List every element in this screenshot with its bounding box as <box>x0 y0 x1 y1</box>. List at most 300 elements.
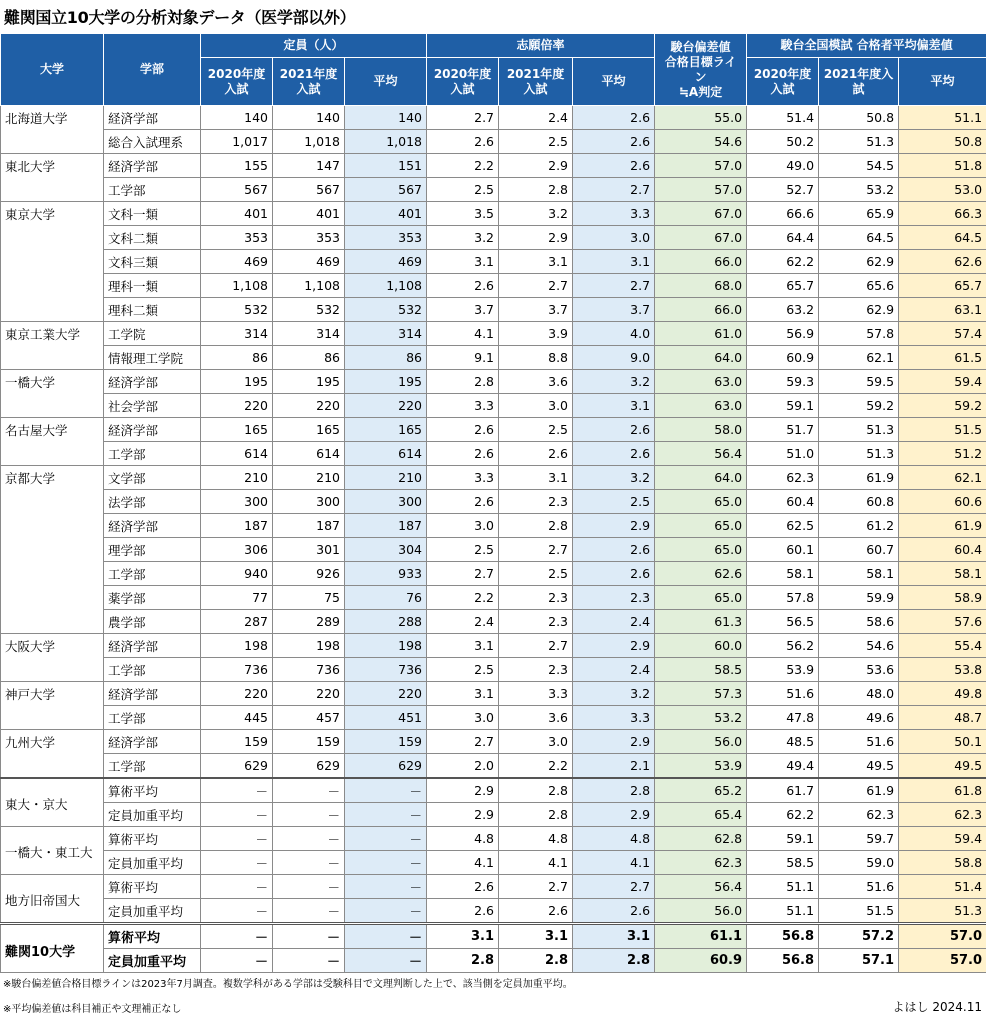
table-row <box>1 924 986 949</box>
dev-2020-cell: 58.5 <box>747 851 819 875</box>
sundai-target-cell: 57.0 <box>655 178 747 202</box>
dev-avg-cell: 59.4 <box>899 827 986 851</box>
header-sundai-line-3: ≒A判定 <box>678 84 723 99</box>
cap-avg-cell: 401 <box>345 202 427 226</box>
ratio-2021-cell: 2.7 <box>499 274 573 298</box>
ratio-avg-cell: 3.1 <box>573 924 655 949</box>
cap-2020-cell: 77 <box>201 586 273 610</box>
cap-2021-cell: － <box>273 949 345 973</box>
cap-2021-cell: － <box>273 875 345 899</box>
cap-2021-cell: 469 <box>273 250 345 274</box>
ratio-avg-cell: 2.6 <box>573 562 655 586</box>
ratio-2020-cell: 2.6 <box>427 442 499 466</box>
cap-avg-cell: － <box>345 875 427 899</box>
table-row <box>1 490 986 514</box>
cap-avg-cell: 451 <box>345 706 427 730</box>
university-name: 九州大学 <box>1 730 104 779</box>
table-row <box>1 226 986 250</box>
ratio-2020-cell: 2.6 <box>427 899 499 924</box>
dev-2021-cell: 51.3 <box>819 418 899 442</box>
faculty-name: 算術平均 <box>104 827 201 851</box>
sundai-target-cell: 56.0 <box>655 899 747 924</box>
table-row <box>1 706 986 730</box>
cap-avg-cell: 353 <box>345 226 427 250</box>
faculty-name: 経済学部 <box>104 634 201 658</box>
faculty-name: 農学部 <box>104 610 201 634</box>
cap-2020-cell: 629 <box>201 754 273 779</box>
ratio-2020-cell: 3.1 <box>427 924 499 949</box>
ratio-avg-cell: 9.0 <box>573 346 655 370</box>
sundai-target-cell: 57.0 <box>655 154 747 178</box>
header-passer-deviation: 駿台全国模試 合格者平均偏差値 <box>747 34 986 58</box>
dev-avg-cell: 62.6 <box>899 250 986 274</box>
dev-avg-cell: 66.3 <box>899 202 986 226</box>
ratio-2021-cell: 2.5 <box>499 418 573 442</box>
sundai-target-cell: 63.0 <box>655 370 747 394</box>
dev-2021-cell: 65.9 <box>819 202 899 226</box>
dev-avg-cell: 60.4 <box>899 538 986 562</box>
sundai-target-cell: 66.0 <box>655 298 747 322</box>
sundai-target-cell: 57.3 <box>655 682 747 706</box>
dev-2020-cell: 51.1 <box>747 875 819 899</box>
header-cap-avg: 平均 <box>345 58 427 106</box>
table-body <box>1 106 986 973</box>
cap-2020-cell: 220 <box>201 682 273 706</box>
dev-2020-cell: 52.7 <box>747 178 819 202</box>
faculty-name: 経済学部 <box>104 418 201 442</box>
ratio-avg-cell: 3.2 <box>573 682 655 706</box>
table-row <box>1 610 986 634</box>
cap-2020-cell: 86 <box>201 346 273 370</box>
dev-2020-cell: 48.5 <box>747 730 819 754</box>
dev-avg-cell: 50.8 <box>899 130 986 154</box>
table-row <box>1 130 986 154</box>
ratio-2020-cell: 3.0 <box>427 514 499 538</box>
dev-avg-cell: 63.1 <box>899 298 986 322</box>
ratio-avg-cell: 3.2 <box>573 370 655 394</box>
dev-2021-cell: 49.5 <box>819 754 899 779</box>
ratio-2021-cell: 2.6 <box>499 899 573 924</box>
ratio-avg-cell: 2.5 <box>573 490 655 514</box>
cap-avg-cell: 165 <box>345 418 427 442</box>
ratio-2020-cell: 2.0 <box>427 754 499 779</box>
ratio-avg-cell: 2.9 <box>573 730 655 754</box>
table-row <box>1 899 986 924</box>
ratio-avg-cell: 2.8 <box>573 778 655 803</box>
cap-avg-cell: 1,018 <box>345 130 427 154</box>
ratio-2021-cell: 2.5 <box>499 562 573 586</box>
dev-2020-cell: 56.8 <box>747 949 819 973</box>
faculty-name: 経済学部 <box>104 106 201 130</box>
ratio-2020-cell: 2.6 <box>427 875 499 899</box>
dev-2020-cell: 56.2 <box>747 634 819 658</box>
ratio-2021-cell: 3.1 <box>499 466 573 490</box>
dev-2020-cell: 62.5 <box>747 514 819 538</box>
ratio-2020-cell: 2.9 <box>427 778 499 803</box>
faculty-name: 法学部 <box>104 490 201 514</box>
faculty-name: 経済学部 <box>104 682 201 706</box>
dev-2021-cell: 59.9 <box>819 586 899 610</box>
dev-avg-cell: 51.3 <box>899 899 986 924</box>
cap-2020-cell: 287 <box>201 610 273 634</box>
ratio-2021-cell: 2.7 <box>499 634 573 658</box>
ratio-2021-cell: 2.4 <box>499 106 573 130</box>
ratio-2020-cell: 2.4 <box>427 610 499 634</box>
table-row <box>1 106 986 130</box>
dev-2021-cell: 62.9 <box>819 250 899 274</box>
header-cap-2021: 2021年度入試 <box>273 58 345 106</box>
cap-2021-cell: 75 <box>273 586 345 610</box>
cap-2020-cell: 210 <box>201 466 273 490</box>
university-name: 京都大学 <box>1 466 104 634</box>
ratio-avg-cell: 2.7 <box>573 178 655 202</box>
ratio-2021-cell: 3.6 <box>499 706 573 730</box>
cap-2020-cell: － <box>201 778 273 803</box>
dev-avg-cell: 57.6 <box>899 610 986 634</box>
faculty-name: 算術平均 <box>104 875 201 899</box>
ratio-avg-cell: 2.6 <box>573 418 655 442</box>
ratio-2021-cell: 3.9 <box>499 322 573 346</box>
ratio-avg-cell: 3.2 <box>573 466 655 490</box>
table-row <box>1 827 986 851</box>
dev-avg-cell: 58.1 <box>899 562 986 586</box>
cap-2020-cell: 445 <box>201 706 273 730</box>
sundai-target-cell: 67.0 <box>655 202 747 226</box>
faculty-name: 文学部 <box>104 466 201 490</box>
ratio-2021-cell: 2.6 <box>499 442 573 466</box>
ratio-2020-cell: 2.7 <box>427 562 499 586</box>
ratio-2021-cell: 2.8 <box>499 803 573 827</box>
dev-2020-cell: 60.1 <box>747 538 819 562</box>
cap-avg-cell: 1,108 <box>345 274 427 298</box>
dev-avg-cell: 57.0 <box>899 924 986 949</box>
cap-2021-cell: － <box>273 803 345 827</box>
cap-2021-cell: 86 <box>273 346 345 370</box>
dev-2021-cell: 59.2 <box>819 394 899 418</box>
sundai-target-cell: 68.0 <box>655 274 747 298</box>
cap-2020-cell: 532 <box>201 298 273 322</box>
cap-avg-cell: 220 <box>345 682 427 706</box>
ratio-avg-cell: 2.6 <box>573 106 655 130</box>
cap-2020-cell: 195 <box>201 370 273 394</box>
cap-2021-cell: 301 <box>273 538 345 562</box>
dev-avg-cell: 51.2 <box>899 442 986 466</box>
dev-2020-cell: 56.5 <box>747 610 819 634</box>
ratio-2021-cell: 3.1 <box>499 250 573 274</box>
cap-2021-cell: 140 <box>273 106 345 130</box>
ratio-2020-cell: 4.1 <box>427 851 499 875</box>
university-name: 大阪大学 <box>1 634 104 682</box>
dev-2021-cell: 50.8 <box>819 106 899 130</box>
sundai-target-cell: 64.0 <box>655 346 747 370</box>
ratio-avg-cell: 3.7 <box>573 298 655 322</box>
dev-2021-cell: 51.6 <box>819 730 899 754</box>
table-row <box>1 586 986 610</box>
dev-2020-cell: 51.7 <box>747 418 819 442</box>
university-name: 東京工業大学 <box>1 322 104 370</box>
cap-2021-cell: 614 <box>273 442 345 466</box>
footnote-deviation: ※平均偏差値は科目補正や文理補正なし <box>3 1004 182 1015</box>
ratio-avg-cell: 3.0 <box>573 226 655 250</box>
header-university: 大学 <box>1 34 104 106</box>
cap-2021-cell: 198 <box>273 634 345 658</box>
cap-avg-cell: － <box>345 803 427 827</box>
cap-avg-cell: 736 <box>345 658 427 682</box>
dev-2020-cell: 51.0 <box>747 442 819 466</box>
dev-2021-cell: 59.5 <box>819 370 899 394</box>
dev-2020-cell: 63.2 <box>747 298 819 322</box>
dev-2021-cell: 51.6 <box>819 875 899 899</box>
sundai-target-cell: 62.8 <box>655 827 747 851</box>
ratio-2020-cell: 2.6 <box>427 418 499 442</box>
faculty-name: 工学部 <box>104 754 201 779</box>
cap-avg-cell: 532 <box>345 298 427 322</box>
ratio-2020-cell: 2.6 <box>427 274 499 298</box>
dev-avg-cell: 58.9 <box>899 586 986 610</box>
cap-2021-cell: 220 <box>273 394 345 418</box>
cap-avg-cell: 288 <box>345 610 427 634</box>
dev-2020-cell: 49.4 <box>747 754 819 779</box>
ratio-avg-cell: 2.8 <box>573 949 655 973</box>
sundai-target-cell: 60.9 <box>655 949 747 973</box>
sundai-target-cell: 55.0 <box>655 106 747 130</box>
ratio-avg-cell: 2.6 <box>573 442 655 466</box>
sundai-target-cell: 64.0 <box>655 466 747 490</box>
sundai-target-cell: 60.0 <box>655 634 747 658</box>
university-name: 名古屋大学 <box>1 418 104 466</box>
table-row <box>1 803 986 827</box>
sundai-target-cell: 65.0 <box>655 514 747 538</box>
dev-2020-cell: 50.2 <box>747 130 819 154</box>
dev-2020-cell: 64.4 <box>747 226 819 250</box>
cap-avg-cell: 614 <box>345 442 427 466</box>
dev-2020-cell: 47.8 <box>747 706 819 730</box>
ratio-2020-cell: 3.3 <box>427 466 499 490</box>
cap-2021-cell: 314 <box>273 322 345 346</box>
dev-avg-cell: 49.8 <box>899 682 986 706</box>
cap-avg-cell: 220 <box>345 394 427 418</box>
table-row <box>1 322 986 346</box>
cap-2020-cell: － <box>201 851 273 875</box>
dev-2020-cell: 62.2 <box>747 803 819 827</box>
cap-2021-cell: 195 <box>273 370 345 394</box>
cap-2021-cell: 401 <box>273 202 345 226</box>
dev-avg-cell: 51.8 <box>899 154 986 178</box>
header-faculty: 学部 <box>104 34 201 106</box>
dev-2021-cell: 51.5 <box>819 899 899 924</box>
cap-avg-cell: 151 <box>345 154 427 178</box>
ratio-avg-cell: 4.1 <box>573 851 655 875</box>
dev-avg-cell: 62.3 <box>899 803 986 827</box>
table-row <box>1 466 986 490</box>
dev-avg-cell: 51.5 <box>899 418 986 442</box>
ratio-2021-cell: 4.1 <box>499 851 573 875</box>
ratio-2021-cell: 2.8 <box>499 514 573 538</box>
dev-2021-cell: 59.7 <box>819 827 899 851</box>
cap-2021-cell: － <box>273 924 345 949</box>
ratio-2021-cell: 3.6 <box>499 370 573 394</box>
faculty-name: 文科二類 <box>104 226 201 250</box>
dev-avg-cell: 58.8 <box>899 851 986 875</box>
dev-2021-cell: 62.9 <box>819 298 899 322</box>
university-name: 一橋大学 <box>1 370 104 418</box>
faculty-name: 薬学部 <box>104 586 201 610</box>
ratio-2020-cell: 2.8 <box>427 949 499 973</box>
cap-avg-cell: 629 <box>345 754 427 779</box>
cap-avg-cell: － <box>345 949 427 973</box>
table-row <box>1 851 986 875</box>
ratio-2021-cell: 3.3 <box>499 682 573 706</box>
ratio-avg-cell: 2.7 <box>573 875 655 899</box>
dev-2020-cell: 59.1 <box>747 827 819 851</box>
ratio-2020-cell: 9.1 <box>427 346 499 370</box>
cap-avg-cell: － <box>345 851 427 875</box>
cap-2021-cell: 289 <box>273 610 345 634</box>
ratio-2021-cell: 2.8 <box>499 178 573 202</box>
dev-2021-cell: 48.0 <box>819 682 899 706</box>
ratio-2021-cell: 8.8 <box>499 346 573 370</box>
ratio-2020-cell: 3.3 <box>427 394 499 418</box>
dev-avg-cell: 62.1 <box>899 466 986 490</box>
dev-2021-cell: 58.6 <box>819 610 899 634</box>
ratio-2020-cell: 2.8 <box>427 370 499 394</box>
sundai-target-cell: 53.2 <box>655 706 747 730</box>
cap-2020-cell: 300 <box>201 490 273 514</box>
ratio-avg-cell: 2.6 <box>573 154 655 178</box>
ratio-2021-cell: 2.3 <box>499 658 573 682</box>
cap-2020-cell: 940 <box>201 562 273 586</box>
sundai-target-cell: 65.0 <box>655 490 747 514</box>
sundai-target-cell: 56.4 <box>655 442 747 466</box>
cap-avg-cell: － <box>345 924 427 949</box>
ratio-avg-cell: 2.4 <box>573 610 655 634</box>
cap-2021-cell: － <box>273 899 345 924</box>
cap-2021-cell: － <box>273 851 345 875</box>
dev-avg-cell: 59.2 <box>899 394 986 418</box>
cap-2020-cell: 187 <box>201 514 273 538</box>
table-row <box>1 562 986 586</box>
sundai-target-cell: 58.0 <box>655 418 747 442</box>
dev-2020-cell: 59.3 <box>747 370 819 394</box>
dev-avg-cell: 51.1 <box>899 106 986 130</box>
cap-2020-cell: 155 <box>201 154 273 178</box>
cap-avg-cell: 76 <box>345 586 427 610</box>
header-dev-2020: 2020年度入試 <box>747 58 819 106</box>
cap-2020-cell: － <box>201 875 273 899</box>
ratio-avg-cell: 2.7 <box>573 274 655 298</box>
dev-2020-cell: 59.1 <box>747 394 819 418</box>
cap-2021-cell: 147 <box>273 154 345 178</box>
table-row <box>1 442 986 466</box>
dev-2021-cell: 53.2 <box>819 178 899 202</box>
cap-2021-cell: 567 <box>273 178 345 202</box>
dev-2021-cell: 54.6 <box>819 634 899 658</box>
dev-2021-cell: 51.3 <box>819 442 899 466</box>
table-row <box>1 274 986 298</box>
dev-2020-cell: 51.1 <box>747 899 819 924</box>
faculty-name: 工学部 <box>104 658 201 682</box>
ratio-2020-cell: 3.5 <box>427 202 499 226</box>
dev-2021-cell: 61.2 <box>819 514 899 538</box>
ratio-avg-cell: 2.9 <box>573 634 655 658</box>
header-sundai-line-1: 駿台偏差値 <box>670 39 731 54</box>
ratio-2021-cell: 3.1 <box>499 924 573 949</box>
cap-avg-cell: 314 <box>345 322 427 346</box>
cap-2020-cell: 401 <box>201 202 273 226</box>
cap-avg-cell: 187 <box>345 514 427 538</box>
cap-2020-cell: 159 <box>201 730 273 754</box>
ratio-avg-cell: 2.9 <box>573 803 655 827</box>
cap-2020-cell: 736 <box>201 658 273 682</box>
ratio-2021-cell: 2.7 <box>499 538 573 562</box>
ratio-2020-cell: 3.1 <box>427 682 499 706</box>
faculty-name: 定員加重平均 <box>104 949 201 973</box>
dev-2020-cell: 57.8 <box>747 586 819 610</box>
cap-2021-cell: 300 <box>273 490 345 514</box>
ratio-avg-cell: 2.4 <box>573 658 655 682</box>
ratio-2021-cell: 2.9 <box>499 226 573 250</box>
ratio-2020-cell: 3.0 <box>427 706 499 730</box>
faculty-name: 定員加重平均 <box>104 803 201 827</box>
cap-2020-cell: 469 <box>201 250 273 274</box>
ratio-2020-cell: 2.9 <box>427 803 499 827</box>
cap-avg-cell: 195 <box>345 370 427 394</box>
ratio-avg-cell: 2.3 <box>573 586 655 610</box>
cap-2021-cell: 165 <box>273 418 345 442</box>
table-row <box>1 202 986 226</box>
cap-2020-cell: － <box>201 949 273 973</box>
dev-2021-cell: 53.6 <box>819 658 899 682</box>
dev-2020-cell: 60.9 <box>747 346 819 370</box>
ratio-2021-cell: 3.2 <box>499 202 573 226</box>
dev-2021-cell: 57.8 <box>819 322 899 346</box>
dev-2020-cell: 61.7 <box>747 778 819 803</box>
sundai-target-cell: 67.0 <box>655 226 747 250</box>
cap-avg-cell: 469 <box>345 250 427 274</box>
ratio-2020-cell: 4.8 <box>427 827 499 851</box>
dev-2021-cell: 62.3 <box>819 803 899 827</box>
faculty-name: 経済学部 <box>104 370 201 394</box>
faculty-name: 算術平均 <box>104 778 201 803</box>
university-name: 一橋大・東工大 <box>1 827 104 875</box>
dev-2020-cell: 51.6 <box>747 682 819 706</box>
dev-avg-cell: 60.6 <box>899 490 986 514</box>
cap-2020-cell: 1,017 <box>201 130 273 154</box>
ratio-avg-cell: 3.3 <box>573 706 655 730</box>
faculty-name: 工学部 <box>104 562 201 586</box>
dev-2021-cell: 61.9 <box>819 466 899 490</box>
ratio-avg-cell: 2.6 <box>573 538 655 562</box>
header-ratio: 志願倍率 <box>427 34 655 58</box>
dev-2020-cell: 62.2 <box>747 250 819 274</box>
table-row <box>1 514 986 538</box>
ratio-2020-cell: 2.5 <box>427 658 499 682</box>
faculty-name: 工学部 <box>104 706 201 730</box>
sundai-target-cell: 56.0 <box>655 730 747 754</box>
dev-2020-cell: 49.0 <box>747 154 819 178</box>
ratio-2020-cell: 2.7 <box>427 106 499 130</box>
dev-2021-cell: 49.6 <box>819 706 899 730</box>
cap-2020-cell: － <box>201 803 273 827</box>
dev-avg-cell: 57.0 <box>899 949 986 973</box>
dev-2021-cell: 65.6 <box>819 274 899 298</box>
ratio-2021-cell: 2.3 <box>499 586 573 610</box>
cap-2021-cell: 220 <box>273 682 345 706</box>
dev-2020-cell: 58.1 <box>747 562 819 586</box>
dev-avg-cell: 48.7 <box>899 706 986 730</box>
cap-2021-cell: 1,018 <box>273 130 345 154</box>
university-name: 東大・京大 <box>1 778 104 827</box>
